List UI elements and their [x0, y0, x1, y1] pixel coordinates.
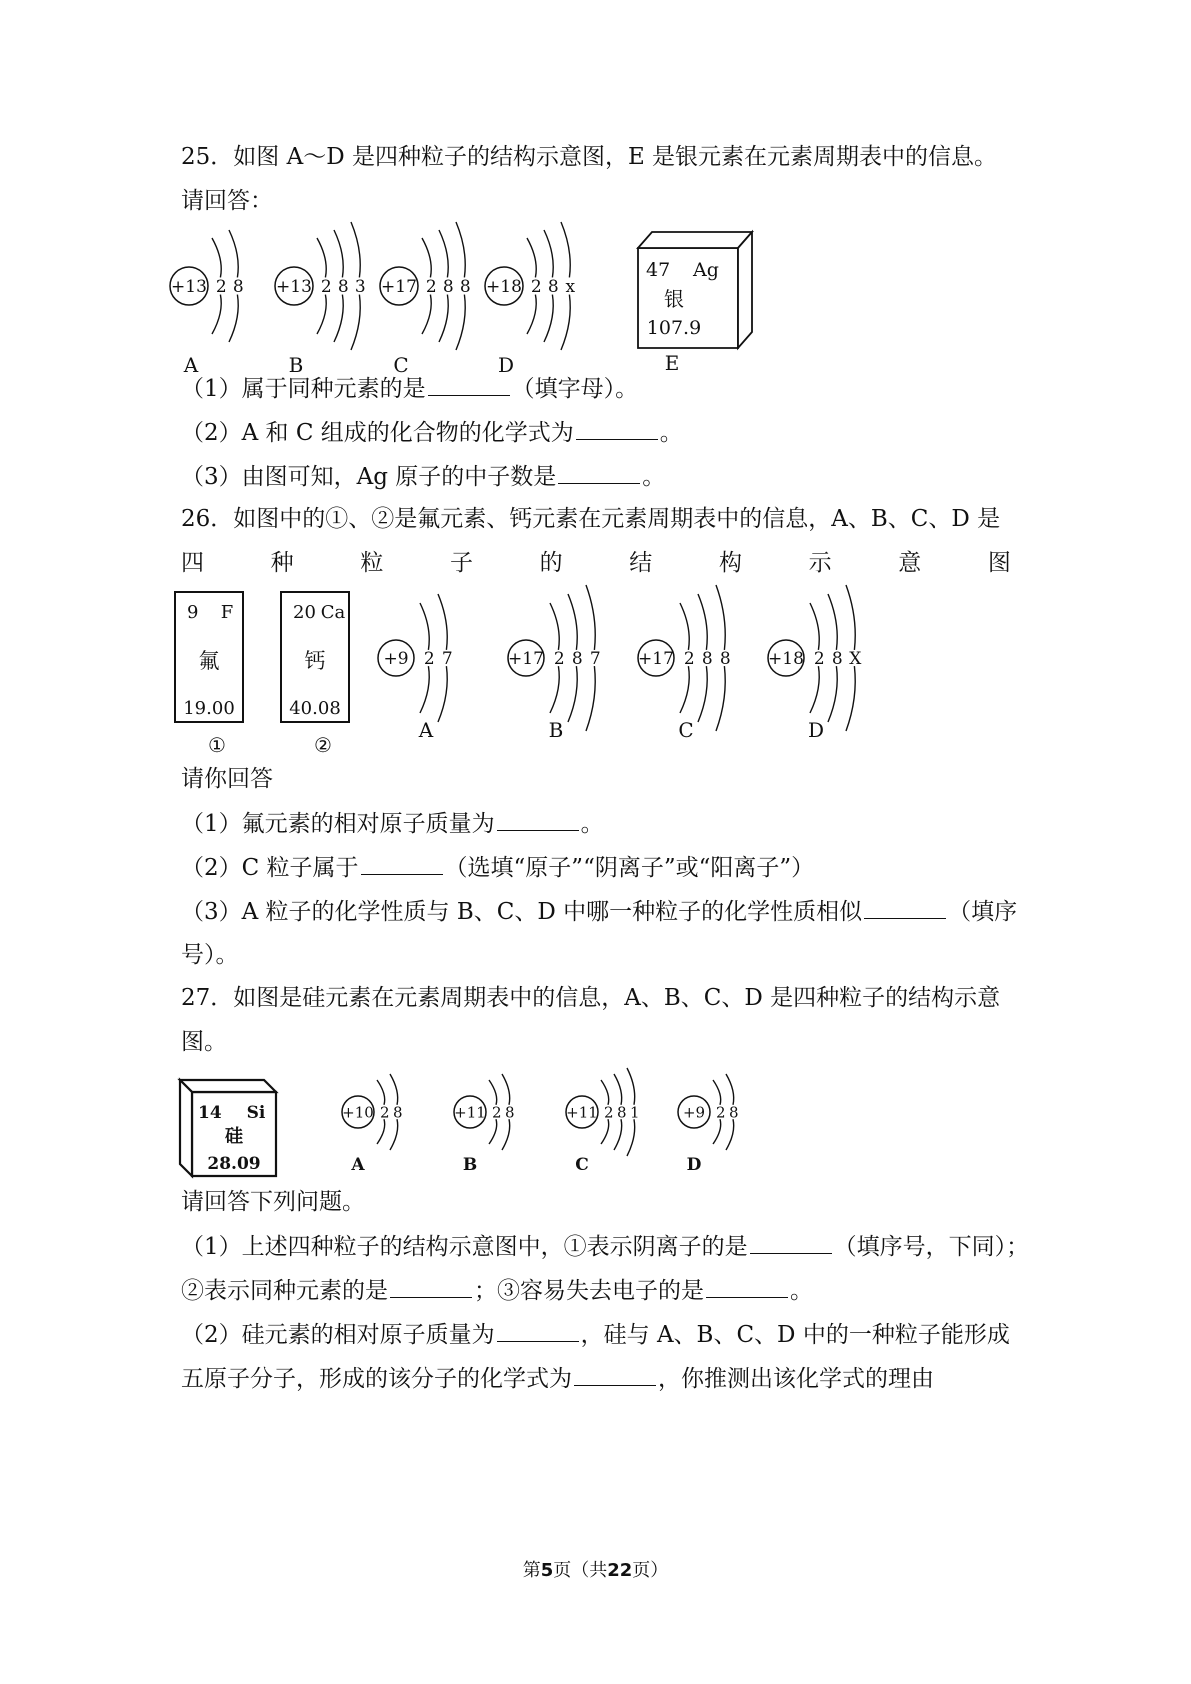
nucleus-charge: +17	[381, 277, 417, 298]
electron-count: x	[565, 277, 576, 298]
answer-blank[interactable]	[574, 1363, 656, 1386]
stem-char: 四	[181, 550, 204, 576]
q26-sub3: （3）A 粒子的化学性质与 B、C、D 中哪一种粒子的化学性质相似 （填序	[181, 896, 1011, 927]
nucleus-charge: +17	[508, 649, 544, 670]
answer-blank[interactable]	[706, 1275, 788, 1298]
electron-count: 2	[425, 277, 437, 298]
page-footer: 第5页（共22页）	[522, 1560, 669, 1581]
silicon-name: 硅	[225, 1126, 243, 1147]
silicon-atomic-mass: 28.09	[207, 1154, 261, 1174]
electron-count: 1	[629, 1103, 640, 1122]
electron-count: 8	[337, 277, 349, 298]
page-number: 5	[540, 1560, 554, 1581]
diagram-label: C	[393, 353, 409, 377]
atom-diagram-d	[485, 222, 576, 377]
element-card-label: ②	[314, 733, 332, 757]
atom-diagram-d	[678, 1074, 739, 1175]
silicon-atomic-number: 14	[198, 1103, 222, 1123]
q27-element-card-silicon	[178, 1072, 288, 1182]
element-card-label: ①	[208, 733, 226, 757]
atomic-mass: 40.08	[289, 698, 341, 719]
q27-atom-diagrams	[334, 1070, 774, 1200]
silver-symbol: Ag	[693, 259, 719, 281]
electron-count: 2	[423, 649, 435, 670]
stem-char: 的	[539, 550, 563, 576]
diagram-label: A	[183, 353, 199, 377]
atom-diagram-a	[342, 1074, 403, 1175]
q26-prompt: 请你回答	[181, 766, 273, 792]
q26-element-cards	[175, 592, 365, 762]
electron-count: 7	[441, 649, 453, 670]
q27-prompt: 请回答下列问题。	[181, 1189, 365, 1215]
atomic-number: 9	[187, 602, 199, 623]
stem-char: 结	[629, 550, 653, 576]
element-card-label: E	[664, 351, 680, 375]
electron-count: 8	[831, 649, 843, 670]
q27-sub1-cont: ②表示同种元素的是 ；③容易失去电子的是 。	[181, 1275, 1011, 1306]
nucleus-charge: +13	[276, 277, 312, 298]
electron-count: 8	[459, 277, 471, 298]
electron-count: 2	[603, 1103, 614, 1122]
electron-count: 2	[379, 1103, 390, 1122]
q26-sub3-cont: 号）。	[181, 942, 239, 968]
nucleus-charge: +13	[171, 277, 207, 298]
electron-count: 7	[589, 649, 601, 670]
electron-count: 8	[616, 1103, 627, 1122]
q25-element-card-silver	[630, 226, 750, 376]
answer-blank[interactable]	[390, 1275, 472, 1298]
q25-sub2: （2）A 和 C 组成的化合物的化学式为 。	[181, 417, 1011, 448]
q27-sub2: （2）硅元素的相对原子质量为 ，硅与 A、B、C、D 中的一种粒子能形成	[181, 1319, 1011, 1350]
q27-stem-line1: 27．如图是硅元素在元素周期表中的信息，A、B、C、D 是四种粒子的结构示意	[181, 985, 1001, 1011]
electron-count: 8	[719, 649, 731, 670]
stem-char: 图	[987, 550, 1011, 576]
stem-char: 意	[898, 550, 922, 576]
nucleus-charge: +18	[486, 277, 522, 298]
electron-count: 8	[232, 277, 244, 298]
electron-count: 2	[715, 1103, 726, 1122]
nucleus-charge: +18	[768, 649, 804, 670]
q25-sub3: （3）由图可知，Ag 原子的中子数是 。	[181, 461, 1011, 492]
silicon-symbol: Si	[246, 1103, 266, 1123]
diagram-label: D	[807, 718, 825, 742]
atomic-mass: 19.00	[183, 698, 235, 719]
diagram-label: D	[686, 1155, 702, 1175]
electron-count: 2	[491, 1103, 502, 1122]
silver-atomic-mass: 107.9	[646, 317, 702, 339]
q25-sub1: （1）属于同种元素的是 （填字母）。	[181, 373, 1011, 404]
electron-count: X	[849, 649, 862, 670]
electron-count: 8	[547, 277, 559, 298]
nucleus-charge: +10	[342, 1103, 374, 1122]
electron-count: 8	[701, 649, 713, 670]
electron-count: 2	[320, 277, 332, 298]
diagram-label: C	[575, 1155, 589, 1175]
atom-diagram-d	[768, 585, 862, 742]
electron-count: 2	[683, 649, 695, 670]
electron-count: 8	[728, 1103, 739, 1122]
element-card-fluorine	[175, 592, 243, 757]
stem-char: 构	[718, 550, 742, 576]
diagram-label: A	[418, 718, 434, 742]
answer-blank[interactable]	[750, 1231, 832, 1254]
stem-char: 种	[270, 550, 294, 576]
nucleus-charge: +17	[638, 649, 674, 670]
atom-diagram-a	[170, 230, 244, 377]
q25-atom-diagrams	[165, 222, 645, 382]
electron-count: 2	[215, 277, 227, 298]
atom-diagram-b	[275, 222, 366, 377]
answer-blank[interactable]	[864, 896, 946, 919]
atom-diagram-b	[454, 1074, 515, 1175]
nucleus-charge: +9	[383, 649, 409, 670]
q25-stem-line1: 25．如图 A～D 是四种粒子的结构示意图，E 是银元素在元素周期表中的信息。	[181, 144, 998, 170]
diagram-label: B	[288, 353, 304, 377]
answer-blank[interactable]	[497, 808, 579, 831]
answer-blank[interactable]	[558, 461, 640, 484]
electron-count: 3	[354, 277, 366, 298]
atom-diagram-c	[380, 222, 471, 377]
diagram-label: B	[462, 1155, 478, 1175]
answer-blank[interactable]	[576, 417, 658, 440]
answer-blank[interactable]	[361, 852, 443, 875]
element-symbol: Ca	[320, 602, 346, 623]
silver-atomic-number: 47	[646, 259, 671, 281]
answer-blank[interactable]	[497, 1319, 579, 1342]
element-card-calcium	[281, 592, 349, 757]
q27-sub2-cont: 五原子分子，形成的该分子的化学式为 ，你推测出该化学式的理由	[181, 1363, 1011, 1394]
stem-char: 子	[449, 550, 473, 576]
q27-stem-line2: 图。	[181, 1029, 227, 1055]
atom-diagram-b	[508, 585, 601, 742]
element-name: 钙	[304, 649, 326, 673]
nucleus-charge: +9	[682, 1103, 706, 1122]
atomic-number: 20	[293, 602, 316, 623]
nucleus-charge: +11	[566, 1103, 598, 1122]
diagram-label: A	[351, 1155, 365, 1175]
electron-count: 8	[504, 1103, 515, 1122]
electron-count: 2	[553, 649, 565, 670]
q26-stem-line1: 26．如图中的①、②是氟元素、钙元素在元素周期表中的信息，A、B、C、D 是	[181, 506, 1001, 532]
q26-atom-diagrams	[372, 590, 892, 760]
diagram-label: B	[548, 718, 564, 742]
answer-blank[interactable]	[428, 373, 510, 396]
element-name: 氟	[198, 649, 220, 673]
element-symbol: F	[220, 602, 234, 623]
electron-count: 2	[530, 277, 542, 298]
silver-name: 银	[664, 287, 684, 311]
electron-count: 8	[442, 277, 454, 298]
nucleus-charge: +11	[454, 1103, 486, 1122]
atom-diagram-a	[378, 594, 453, 742]
q25-stem-line2: 请回答：	[181, 188, 273, 214]
q27-sub1: （1）上述四种粒子的结构示意图中，①表示阴离子的是 （填序号，下同）；	[181, 1231, 1011, 1262]
electron-count: 8	[392, 1103, 403, 1122]
stem-char: 粒	[360, 550, 384, 576]
electron-count: 8	[571, 649, 583, 670]
diagram-label: C	[678, 718, 694, 742]
diagram-label: D	[497, 353, 515, 377]
q26-sub2: （2）C 粒子属于 （选填“原子”“阴离子”或“阳离子”）	[181, 852, 1011, 883]
q26-sub1: （1）氟元素的相对原子质量为 。	[181, 808, 1011, 839]
page-total: 22	[607, 1560, 633, 1581]
electron-count: 2	[813, 649, 825, 670]
q26-stem-line2	[181, 548, 1011, 578]
stem-char: 示	[808, 550, 832, 576]
atom-diagram-c	[638, 585, 731, 742]
atom-diagram-c	[566, 1068, 640, 1175]
